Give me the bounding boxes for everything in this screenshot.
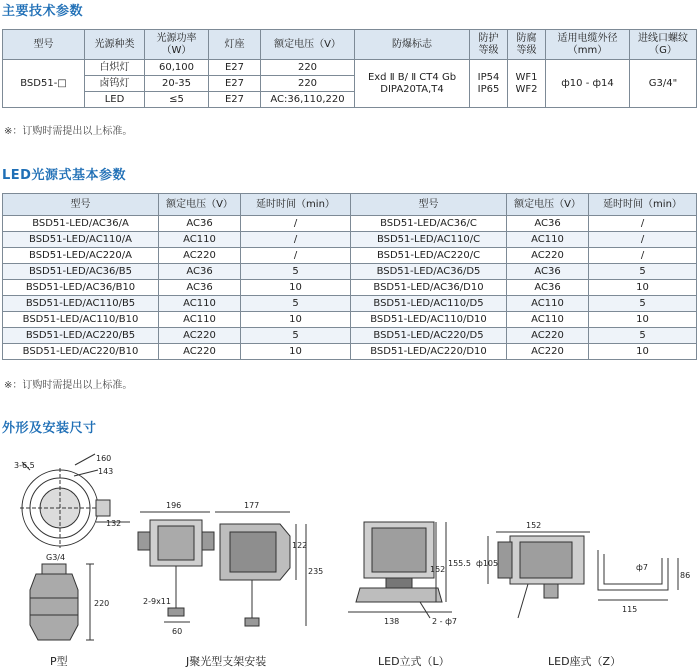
cell-socket: E27 <box>209 60 261 76</box>
dim-j-177: 177 <box>244 501 260 510</box>
table-cell: AC36 <box>507 216 589 232</box>
table-cell: AC36 <box>159 280 241 296</box>
table-cell: 5 <box>589 328 697 344</box>
header-source-type: 光源种类 <box>85 30 145 60</box>
section-title-led-params: LED光源式基本参数 <box>2 168 126 183</box>
led-z-drawing <box>488 532 678 618</box>
dim-z-7: ф7 <box>636 563 648 572</box>
table-cell: AC110 <box>159 232 241 248</box>
header-corrosion: 防腐 等级 <box>508 30 546 60</box>
table-cell: AC36 <box>159 216 241 232</box>
table-cell: AC220 <box>507 344 589 360</box>
table-cell: 5 <box>589 296 697 312</box>
header-cable: 适用电缆外径 （mm） <box>546 30 630 60</box>
dim-j-60: 60 <box>172 627 183 636</box>
cell-source: 白炽灯 <box>85 60 145 76</box>
cell-protect: IP54 IP65 <box>470 60 508 108</box>
cell-thread: G3/4" <box>630 60 697 108</box>
dim-l-holes: 2 - ф7 <box>432 617 457 626</box>
dim-l-138: 138 <box>384 617 400 626</box>
header-cell: 额定电压（V） <box>159 194 241 216</box>
table-cell: BSD51-LED/AC110/B5 <box>3 296 159 312</box>
cell-voltage: 220 <box>261 76 355 92</box>
cell-power: ≤5 <box>145 92 209 108</box>
table-header-row <box>3 30 697 60</box>
table-cell: 10 <box>589 312 697 328</box>
cell-cable: ф10 - ф14 <box>546 60 630 108</box>
header-cell: 延时时间（min） <box>589 194 697 216</box>
table-cell: BSD51-LED/AC220/D5 <box>351 328 507 344</box>
dim-j-196: 196 <box>166 501 182 510</box>
header-cell: 额定电压（V） <box>507 194 589 216</box>
header-cell: 型号 <box>351 194 507 216</box>
table-cell: BSD51-LED/AC110/D5 <box>351 296 507 312</box>
table-cell: 10 <box>589 344 697 360</box>
table-cell: BSD51-LED/AC110/C <box>351 232 507 248</box>
table-cell: 10 <box>241 344 351 360</box>
caption-j-type: J聚光型支架安装 <box>186 655 267 668</box>
table-cell: BSD51-LED/AC220/D10 <box>351 344 507 360</box>
table-cell: BSD51-LED/AC36/D10 <box>351 280 507 296</box>
table-cell: / <box>589 232 697 248</box>
table-cell: BSD51-LED/AC220/B10 <box>3 344 159 360</box>
table-row <box>3 60 697 76</box>
table-row <box>3 216 697 232</box>
caption-p-type: P型 <box>50 655 68 668</box>
table-cell: BSD51-LED/AC36/C <box>351 216 507 232</box>
led-params-table <box>2 193 697 360</box>
cell-model: BSD51-□ <box>3 60 85 108</box>
cell-socket: E27 <box>209 76 261 92</box>
table-cell: BSD51-LED/AC110/B10 <box>3 312 159 328</box>
table-cell: 5 <box>241 296 351 312</box>
table-cell: / <box>241 248 351 264</box>
table-cell: AC110 <box>507 296 589 312</box>
table-cell: BSD51-LED/AC220/C <box>351 248 507 264</box>
main-params-table <box>2 29 697 108</box>
dim-p-thread: G3/4 <box>46 553 66 562</box>
header-voltage: 额定电压（V） <box>261 30 355 60</box>
table-cell: BSD51-LED/AC220/B5 <box>3 328 159 344</box>
table-cell: AC220 <box>159 248 241 264</box>
table-row <box>3 232 697 248</box>
table-header-row <box>3 194 697 216</box>
table-cell: 5 <box>241 264 351 280</box>
dim-z-115: 115 <box>622 605 638 614</box>
cell-source: 卤钨灯 <box>85 76 145 92</box>
table-cell: AC220 <box>159 344 241 360</box>
table-cell: AC110 <box>507 312 589 328</box>
p-type-drawing <box>20 454 130 640</box>
table-cell: / <box>241 216 351 232</box>
table-cell: 5 <box>241 328 351 344</box>
header-cell: 延时时间（min） <box>241 194 351 216</box>
dim-z-86: 86 <box>680 571 691 580</box>
dim-p-160: 160 <box>96 454 112 463</box>
table-cell: AC110 <box>507 232 589 248</box>
cell-voltage: AC:36,110,220 <box>261 92 355 108</box>
note-order: ※：订购时需提出以上标准。 <box>4 126 133 137</box>
header-model: 型号 <box>3 30 85 60</box>
dim-p-220: 220 <box>94 599 110 608</box>
table-cell: / <box>589 248 697 264</box>
table-cell: 10 <box>241 280 351 296</box>
header-thread: 进线口螺纹 （G） <box>630 30 697 60</box>
header-power: 光源功率 （W） <box>145 30 209 60</box>
table-row <box>3 296 697 312</box>
caption-led-z: LED座式（Z） <box>548 655 622 668</box>
dim-l-155: 155.5 <box>448 559 471 568</box>
header-explosion: 防爆标志 <box>355 30 470 60</box>
header-cell: 型号 <box>3 194 159 216</box>
table-cell: AC110 <box>159 296 241 312</box>
cell-socket: E27 <box>209 92 261 108</box>
table-cell: 5 <box>589 264 697 280</box>
table-row <box>3 248 697 264</box>
dimension-drawings <box>0 440 698 669</box>
cell-source: LED <box>85 92 145 108</box>
table-cell: / <box>241 232 351 248</box>
table-cell: AC36 <box>507 264 589 280</box>
j-type-drawing <box>138 512 306 626</box>
table-cell: AC220 <box>507 248 589 264</box>
dim-j-122: 122 <box>292 541 308 550</box>
table-cell: AC110 <box>159 312 241 328</box>
header-socket: 灯座 <box>209 30 261 60</box>
table-cell: BSD51-LED/AC110/A <box>3 232 159 248</box>
cell-corrosion: WF1 WF2 <box>508 60 546 108</box>
table-row <box>3 312 697 328</box>
caption-led-l: LED立式（L） <box>378 655 450 668</box>
dim-j-235: 235 <box>308 567 324 576</box>
table-row <box>3 328 697 344</box>
dim-p-132: 132 <box>106 519 122 528</box>
section-title-main-params: 主要技术参数 <box>2 4 84 19</box>
table-cell: AC36 <box>507 280 589 296</box>
table-cell: BSD51-LED/AC36/D5 <box>351 264 507 280</box>
header-protect: 防护 等级 <box>470 30 508 60</box>
dim-p-143: 143 <box>98 467 114 476</box>
cell-voltage: 220 <box>261 60 355 76</box>
table-cell: BSD51-LED/AC36/A <box>3 216 159 232</box>
dim-z-152: 152 <box>526 521 542 530</box>
table-cell: AC220 <box>507 328 589 344</box>
table-cell: 10 <box>589 280 697 296</box>
table-row <box>3 344 697 360</box>
cell-explosion: Exd Ⅱ B/ Ⅱ CT4 Gb DIPA20TA,T4 <box>355 60 470 108</box>
dim-z-105: ф105 <box>476 559 499 568</box>
note-order-2: ※：订购时需提出以上标准。 <box>4 380 133 391</box>
table-cell: BSD51-LED/AC36/B5 <box>3 264 159 280</box>
dim-j-holes: 2-9x11 <box>143 597 171 606</box>
cell-power: 60,100 <box>145 60 209 76</box>
table-cell: AC220 <box>159 328 241 344</box>
table-cell: 10 <box>241 312 351 328</box>
dim-l-152: 152 <box>430 565 446 574</box>
table-row <box>3 280 697 296</box>
section-title-dimensions: 外形及安装尺寸 <box>2 421 97 436</box>
table-cell: BSD51-LED/AC36/B10 <box>3 280 159 296</box>
table-row <box>3 264 697 280</box>
dim-p-holes: 3-6.5 <box>14 461 35 470</box>
table-cell: AC36 <box>159 264 241 280</box>
cell-power: 20-35 <box>145 76 209 92</box>
table-cell: BSD51-LED/AC110/D10 <box>351 312 507 328</box>
table-cell: BSD51-LED/AC220/A <box>3 248 159 264</box>
table-cell: / <box>589 216 697 232</box>
